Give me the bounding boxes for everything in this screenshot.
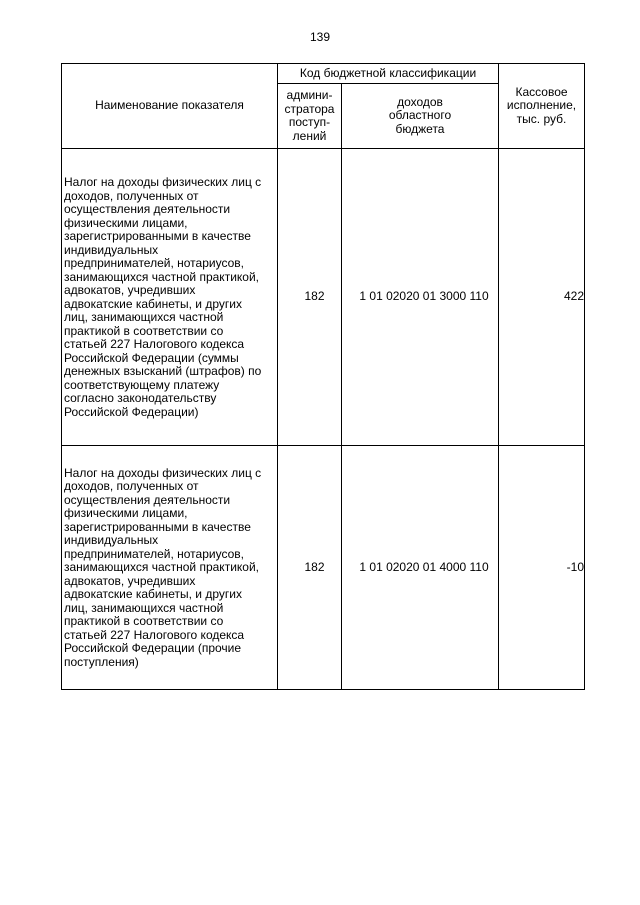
- header-indicator-name: [62, 64, 278, 149]
- header-regional-income: [342, 84, 499, 149]
- row-code-value: 1 01 02020 01 3000 110: [359, 289, 489, 304]
- row-administrator-value: 182: [304, 559, 325, 574]
- table-row: [62, 446, 585, 690]
- row-amount-cell: [499, 446, 585, 690]
- row-administrator-value: 182: [304, 289, 325, 304]
- row-code-cell: [342, 149, 499, 446]
- row-code-value: 1 01 02020 01 4000 110: [359, 559, 489, 574]
- row-amount-cell: [499, 149, 585, 446]
- row-name-text: Налог на доходы физических лиц с доходов, полученных от осуществления деятельности физическими лицами, зарегистрированными в качестве индивидуальных предпринимателей, нотариусов, занимающихся частной практикой, адвокатов, учредивших адвокатские кабинеты, и других лиц, занимающихся частной практикой в соответствии со статьей 227 Налогового кодекса Российской Федерации (прочие поступления): [64, 465, 262, 669]
- row-amount-value: 422: [563, 289, 585, 304]
- header-cash-execution: [499, 64, 585, 149]
- row-administrator-cell: [278, 149, 342, 446]
- table-row: [62, 149, 585, 446]
- header-regional-income-label: доходов областного бюджета: [388, 94, 452, 136]
- header-indicator-name-label: Наименование показателя: [95, 98, 244, 113]
- row-code-cell: [342, 446, 499, 690]
- row-name-cell: [62, 446, 278, 690]
- row-administrator-cell: [278, 446, 342, 690]
- row-amount-value: -10: [566, 559, 585, 574]
- row-name-text: Налог на доходы физических лиц с доходов, полученных от осуществления деятельности физическими лицами, зарегистрированными в качестве индивидуальных предпринимателей, нотариусов, занимающихся частной практикой, адвокатов, учредивших адвокатские кабинеты, и других лиц, занимающихся частной практикой в соответствии со статьей 227 Налогового кодекса Российской Федерации (суммы денежных взысканий (штрафов) по соответствующему платежу согласно законодательству Российской Федерации): [64, 175, 262, 419]
- row-name-cell: [62, 149, 278, 446]
- page-number: 139: [309, 30, 331, 44]
- budget-table: [61, 63, 585, 690]
- header-administrator-label: админи- стратора поступ- лений: [284, 88, 335, 143]
- header-classification-code-label: Код бюджетной классификации: [299, 65, 477, 80]
- header-classification-code: [278, 64, 499, 84]
- header-administrator: [278, 84, 342, 149]
- header-cash-execution-label: Кассовое исполнение, тыс. руб.: [506, 84, 577, 126]
